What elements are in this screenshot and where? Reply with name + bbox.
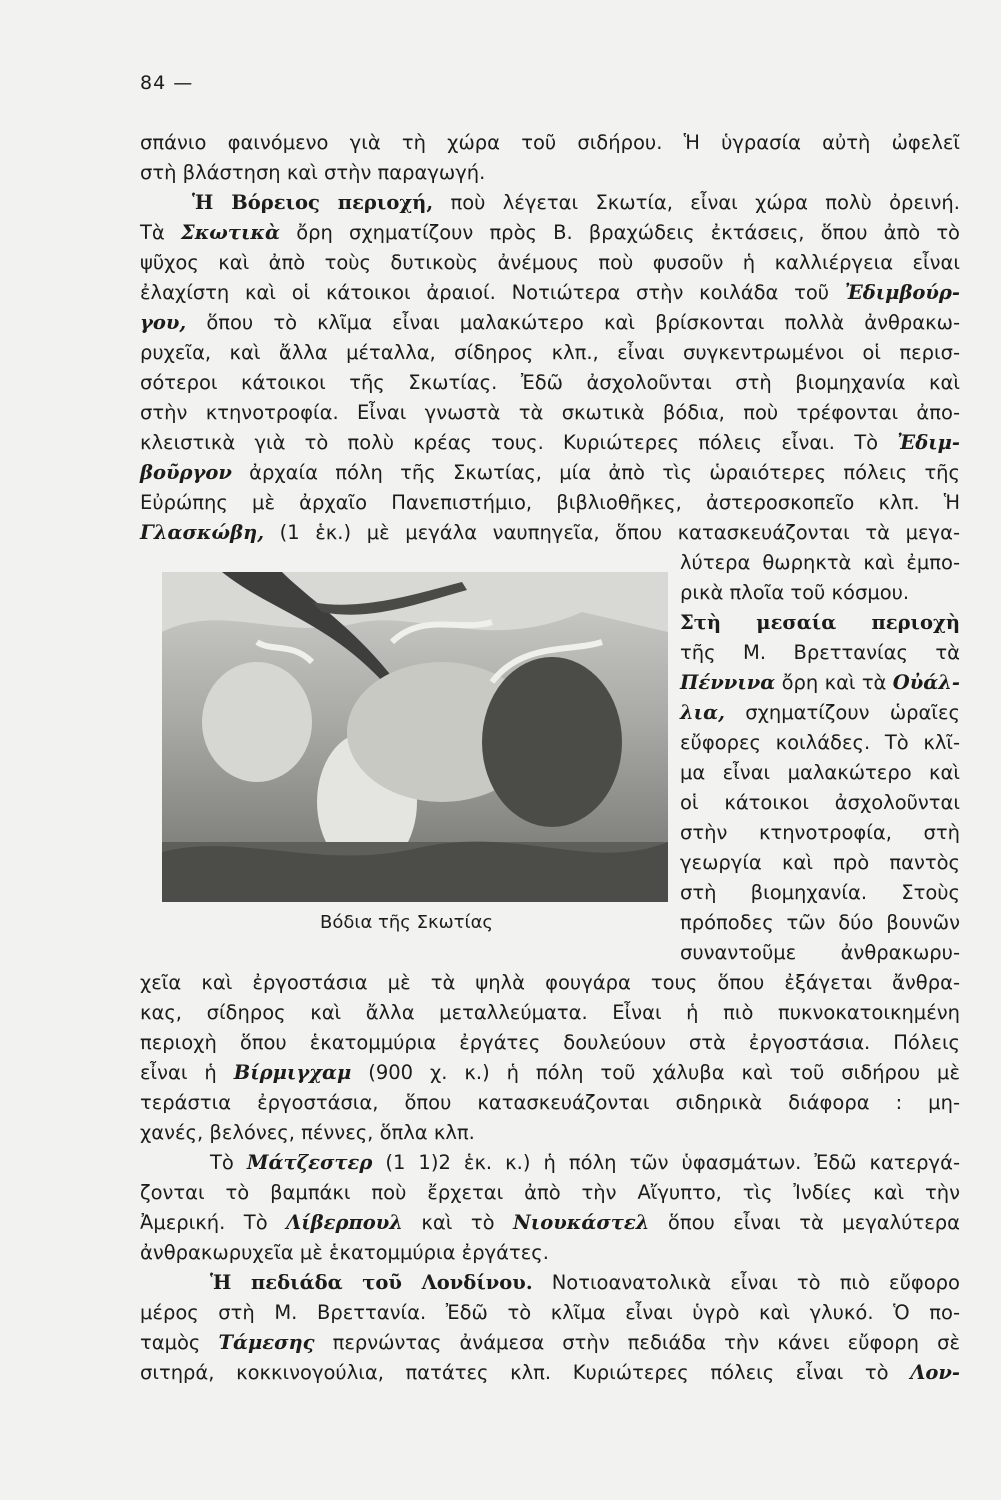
- text-run: εἶναι ἡ: [140, 1061, 234, 1084]
- text-line: εὔφορες κοιλάδες. Τὸ κλῖ-: [680, 731, 960, 754]
- text-line: στὴ βιομηχανία. Στοὺς: [680, 881, 960, 904]
- text-run: (900 χ. κ.) ἡ πόλη τοῦ χάλυβα καὶ τοῦ σιδήρου μὲ: [351, 1061, 960, 1084]
- text-line: οἱ κάτοικοι ἀσχολοῦνται: [680, 791, 960, 814]
- text-line: σότεροι κάτοικοι τῆς Σκωτίας. Ἐδῶ ἀσχολοῦνται στὴ βιομηχανία καὶ: [140, 371, 960, 394]
- text-line: [140, 278, 960, 308]
- place-name: Τάμεσης: [218, 1331, 315, 1354]
- text-line: [140, 308, 960, 338]
- text-line: [140, 518, 960, 548]
- text-run: (1 1)2 ἑκ. κ.) ἡ πόλη τῶν ὑφασμάτων. Ἐδῶ κατεργά-: [372, 1151, 960, 1174]
- place-name: Ἐδιμ-: [897, 431, 960, 454]
- text-line: γεωργία καὶ πρὸ παντὸς: [680, 851, 960, 874]
- text-line: [192, 188, 960, 218]
- text-line: στὴν κτηνοτροφία, στὴ: [680, 821, 960, 844]
- section-heading: Ἡ Βόρειος περιοχή,: [192, 191, 434, 214]
- place-name: βοῦργον: [140, 461, 232, 484]
- text-line: [140, 428, 960, 458]
- text-line: ρυχεῖα, καὶ ἄλλα μέταλλα, σίδηρος κλπ., εἶναι συγκεντρωμένοι οἱ περισ-: [140, 341, 960, 364]
- text-run: Τὰ: [140, 221, 181, 244]
- text-line: [140, 1358, 960, 1388]
- text-line: στὴ βλάστηση καὶ στὴν παραγωγή.: [140, 161, 486, 184]
- page-number: 84 —: [140, 72, 194, 94]
- text-line: Εὐρώπης μὲ ἀρχαῖο Πανεπιστήμιο, βιβλιοθῆκες, ἀστεροσκοπεῖο κλπ. Ἡ: [140, 491, 960, 514]
- place-name: Σκωτικὰ: [180, 221, 281, 244]
- text-line: [140, 458, 960, 488]
- text-line: τῆς Μ. Βρεττανίας τὰ: [680, 641, 960, 664]
- place-name: Βίρμιγχαμ: [233, 1061, 352, 1084]
- cow-left: [202, 662, 312, 782]
- cow-dark: [482, 657, 622, 827]
- text-line: ρικὰ πλοῖα τοῦ κόσμου.: [680, 581, 910, 604]
- cattle-photograph: [162, 572, 668, 902]
- text-line: [140, 1208, 960, 1238]
- text-run: Ἀμερική. Τὸ: [140, 1211, 287, 1234]
- text-run: κλειστικὰ γιὰ τὸ πολὺ κρέας τους. Κυριώτερες πόλεις εἶναι. Τὸ: [140, 431, 898, 454]
- place-name: Πέννινα: [680, 671, 776, 694]
- text-run: ὅπου τὸ κλῖμα εἶναι μαλακώτερο καὶ βρίσκονται πολλὰ ἀνθρακω-: [186, 311, 960, 334]
- place-name: Λον-: [910, 1361, 960, 1384]
- text-run: Τὸ: [210, 1151, 247, 1174]
- text-line: συναντοῦμε ἀνθρακωρυ-: [680, 941, 960, 964]
- text-run: περνώντας ἀνάμεσα στὴν πεδιάδα τὴν κάνει εὔφορη σὲ: [314, 1331, 960, 1354]
- text-run: ποὺ λέγεται Σκωτία, εἶναι χώρα πολὺ ὀρεινή.: [433, 191, 960, 214]
- text-line: στὴν κτηνοτροφία. Εἶναι γνωστὰ τὰ σκωτικὰ βόδια, ποὺ τρέφονται ἀπο-: [140, 401, 960, 424]
- place-name: Νιουκάστελ: [512, 1211, 650, 1234]
- text-run: (1 ἑκ.) μὲ μεγάλα ναυπηγεῖα, ὅπου κατασκευάζονται τὰ μεγα-: [264, 521, 960, 544]
- text-run: ταμὸς: [140, 1331, 219, 1354]
- place-name: λια,: [680, 701, 725, 724]
- text-line: τεράστια ἐργοστάσια, ὅπου κατασκευάζονται σιδηρικὰ διάφορα : μη-: [140, 1091, 960, 1114]
- place-name: Γλασκώβη,: [140, 521, 264, 544]
- section-heading: Ἡ πεδιάδα τοῦ Λονδίνου.: [210, 1271, 533, 1294]
- text-line: ζονται τὸ βαμπάκι ποὺ ἔρχεται ἀπὸ τὴν Αἴγυπτο, τὶς Ἰνδίες καὶ τὴν: [140, 1181, 960, 1204]
- text-run: ὄρη σχηματίζουν πρὸς Β. βραχώδεις ἐκτάσεις, ὅπου ἀπὸ τὸ: [280, 221, 960, 244]
- text-run: ὄρη καὶ τὰ: [775, 671, 893, 694]
- text-run: καὶ τὸ: [402, 1211, 513, 1234]
- place-name: Ἐδιμβούρ-: [844, 281, 960, 304]
- text-line: [680, 608, 960, 638]
- place-name: γου,: [140, 311, 187, 334]
- text-line: περιοχὴ ὅπου ἑκατομμύρια ἐργάτες δουλεύουν στὰ ἐργοστάσια. Πόλεις: [140, 1031, 960, 1054]
- text-line: μέρος στὴ Μ. Βρεττανία. Ἐδῶ τὸ κλῖμα εἶναι ὑγρὸ καὶ γλυκό. Ὁ πο-: [140, 1301, 960, 1324]
- text-line: [210, 1148, 960, 1178]
- place-name: Μάτζεστερ: [246, 1151, 373, 1174]
- text-line: ἀνθρακωρυχεῖα μὲ ἑκατομμύρια ἐργάτες.: [140, 1241, 549, 1264]
- text-line: [140, 218, 960, 248]
- text-line: [210, 1268, 960, 1298]
- text-run: Νοτιοανατολικὰ εἶναι τὸ πιὸ εὔφορο: [532, 1271, 960, 1294]
- text-line: κας, σίδηρος καὶ ἄλλα μεταλλεύματα. Εἶναι ἡ πιὸ πυκνοκατοικημένη: [140, 1001, 960, 1024]
- place-name: Οὐάλ-: [892, 671, 960, 694]
- text-run: ἀρχαία πόλη τῆς Σκωτίας, μία ἀπὸ τὶς ὡραιότερες πόλεις τῆς: [231, 461, 960, 484]
- text-line: χανές, βελόνες, πέννες, ὅπλα κλπ.: [140, 1121, 475, 1144]
- figure-caption: Βόδια τῆς Σκωτίας: [320, 912, 493, 933]
- text-line: ψῦχος καὶ ἀπὸ τοὺς δυτικοὺς ἀνέμους ποὺ φυσοῦν ἡ καλλιέργεια εἶναι: [140, 251, 960, 274]
- section-heading: Στὴ μεσαία περιοχὴ: [680, 611, 960, 634]
- text-run: σχηματίζουν ὡραῖες: [724, 701, 960, 724]
- text-line: [140, 1328, 960, 1358]
- text-line: μα εἶναι μαλακώτερο καὶ: [680, 761, 960, 784]
- text-line: χεῖα καὶ ἐργοστάσια μὲ τὰ ψηλὰ φουγάρα τους ὅπου ἐξάγεται ἄνθρα-: [140, 971, 960, 994]
- text-line: σπάνιο φαινόμενο γιὰ τὴ χώρα τοῦ σιδήρου. Ἡ ὑγρασία αὐτὴ ὠφελεῖ: [140, 131, 960, 154]
- text-run: σιτηρά, κοκκινογούλια, πατάτες κλπ. Κυριώτερες πόλεις εἶναι τὸ: [140, 1361, 911, 1384]
- place-name: Λίβερπουλ: [286, 1211, 403, 1234]
- text-line: [680, 698, 960, 728]
- text-run: ὅπου εἶναι τὰ μεγαλύτερα: [649, 1211, 960, 1234]
- cattle-illustration: [162, 572, 668, 902]
- text-run: ἐλαχίστη καὶ οἱ κάτοικοι ἀραιοί. Νοτιώτερα στὴν κοιλάδα τοῦ: [140, 281, 845, 304]
- text-line: [140, 1058, 960, 1088]
- text-line: [680, 668, 960, 698]
- text-line: πρόποδες τῶν δύο βουνῶν: [680, 911, 960, 934]
- text-line: λύτερα θωρηκτὰ καὶ ἐμπο-: [680, 551, 960, 574]
